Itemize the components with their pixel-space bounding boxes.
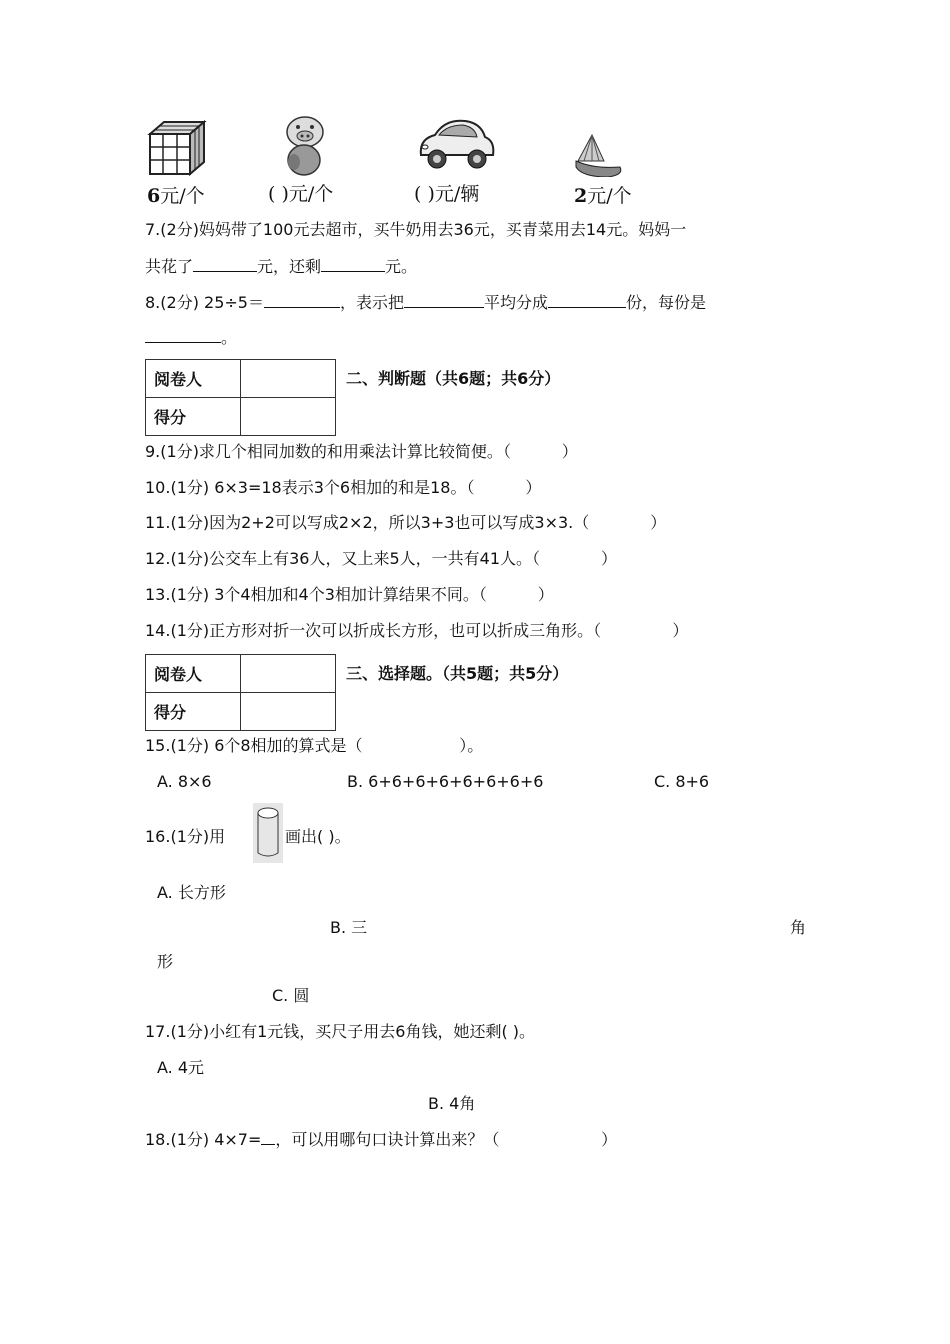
q16-stem-a: 16.(1分)用 — [145, 827, 226, 846]
q7-blank-left[interactable] — [321, 255, 385, 272]
q17-option-a[interactable]: A. 4元 — [157, 1058, 205, 1077]
grader-label: 阅卷人 — [146, 655, 241, 693]
q7-line2: 共花了 元，还剩 元。 — [145, 257, 418, 276]
q8-blank-1[interactable] — [264, 291, 340, 308]
score-label: 得分 — [146, 693, 241, 731]
q8-line1: 8.(2分) 25÷5＝ ，表示把 平均分成 份，每份是 — [145, 293, 707, 312]
rubik-cube-icon — [146, 118, 208, 176]
q13: 13.(1分) 3个4相加和4个3相加计算结果不同。（ ） — [145, 585, 554, 604]
q16-option-b-cont: 角 — [790, 918, 807, 937]
q10: 10.(1分) 6×3=18表示3个6相加的和是18。（ ） — [145, 478, 542, 497]
grader-label: 阅卷人 — [146, 360, 241, 398]
q15-option-c[interactable]: C. 8+6 — [654, 772, 710, 791]
item-1-price-label: 6元/个 — [147, 185, 205, 207]
q7-line1: 7.(2分)妈妈带了100元去超市，买牛奶用去36元，买青菜用去14元。妈妈一 — [145, 220, 687, 239]
q15-option-b[interactable]: B. 6+6+6+6+6+6+6+6 — [347, 772, 544, 791]
score-table-2 — [145, 654, 336, 731]
section-3-title: 三、选择题。（共5题；共5分） — [346, 664, 569, 683]
shuttlecock-icon — [574, 133, 626, 177]
score-label: 得分 — [146, 398, 241, 436]
score-table-1 — [145, 359, 336, 436]
section-2-title: 二、判断题（共6题；共6分） — [346, 369, 561, 388]
q8-blank-3[interactable] — [548, 291, 626, 308]
q15-option-a[interactable]: A. 8×6 — [157, 772, 212, 791]
item-4-price-label: 2元/个 — [574, 185, 632, 207]
q8-line2: 。 — [145, 326, 237, 349]
q8-blank-4[interactable] — [145, 326, 221, 343]
cylinder-icon — [253, 803, 283, 863]
grader-cell[interactable] — [241, 360, 336, 398]
q17-stem: 17.(1分)小红有1元钱，买尺子用去6角钱，她还剩( )。 — [145, 1022, 536, 1041]
q17-option-b[interactable]: B. 4角 — [428, 1094, 476, 1113]
q9: 9.(1分)求几个相同加数的和用乘法计算比较简便。（ ） — [145, 442, 578, 461]
q8-blank-2[interactable] — [404, 291, 484, 308]
toy-car-icon — [415, 115, 497, 175]
q16-option-a[interactable]: A. 长方形 — [157, 883, 226, 902]
score-cell[interactable] — [241, 693, 336, 731]
grader-cell[interactable] — [241, 655, 336, 693]
q18-blank[interactable] — [261, 1128, 275, 1145]
q7-blank-spent[interactable] — [193, 255, 257, 272]
q16-option-c[interactable]: C. 圆 — [272, 986, 310, 1005]
item-2-price-label: ( )元/个 — [268, 183, 334, 205]
q16-option-b-cont2: 形 — [157, 952, 174, 971]
q16-stem-b: 画出( )。 — [285, 827, 351, 846]
pig-toy-icon — [280, 112, 330, 178]
q16-option-b[interactable]: B. 三 — [330, 918, 368, 937]
q11: 11.(1分)因为2+2可以写成2×2，所以3+3也可以写成3×3.（ ） — [145, 513, 667, 532]
score-cell[interactable] — [241, 398, 336, 436]
item-3-price-label: ( )元/辆 — [414, 183, 480, 205]
q12: 12.(1分)公交车上有36人，又上来5人，一共有41人。（ ） — [145, 549, 618, 568]
q14: 14.(1分)正方形对折一次可以折成长方形，也可以折成三角形。（ ） — [145, 621, 689, 640]
q15-stem: 15.(1分) 6个8相加的算式是（ ）。 — [145, 736, 484, 755]
q18-stem: 18.(1分) 4×7= ，可以用哪句口诀计算出来？（ ） — [145, 1130, 618, 1149]
